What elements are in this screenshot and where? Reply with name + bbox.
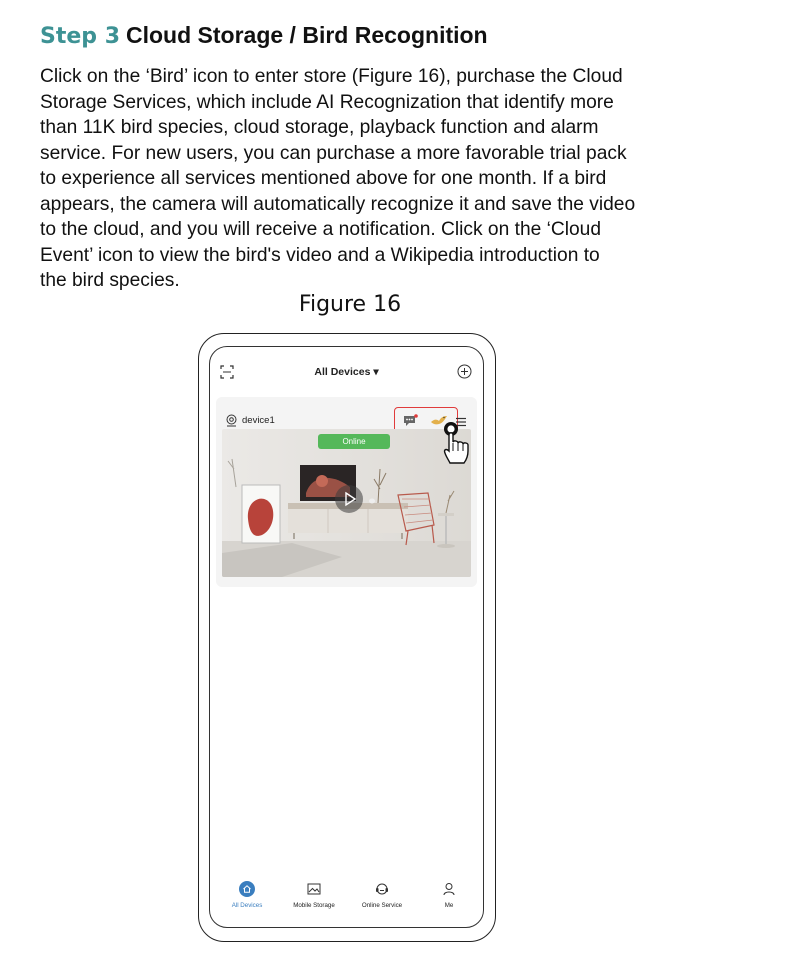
nav-online-service[interactable] [347, 869, 417, 909]
nav-label: All Devices [231, 902, 263, 909]
home-icon [239, 881, 255, 897]
camera-preview[interactable] [222, 429, 471, 577]
app-header [210, 347, 483, 395]
paragraph-line: Event’ icon to view the bird's video and a Wikipedia introduction to [40, 244, 600, 266]
paragraph-line: appears, the camera will automatically recognize it and save the video [40, 193, 636, 215]
nav-me[interactable] [414, 869, 484, 909]
online-status-badge: Online [318, 434, 390, 449]
nav-label: Online Service [361, 902, 403, 909]
dropdown-label: All Devices [314, 366, 371, 378]
paragraph-line: Storage Services, which include AI Recognization that identify more [40, 91, 614, 113]
image-icon [306, 881, 322, 897]
headset-icon [374, 881, 390, 897]
nav-label: Me [444, 902, 454, 909]
paragraph-line: to the cloud, and you will receive a notification. Click on the ‘Cloud [40, 219, 602, 240]
figure-caption: Figure 16 [298, 292, 402, 317]
step-title: Cloud Storage / Bird Recognition [126, 22, 488, 48]
person-icon [441, 881, 457, 897]
device-name: device1 [242, 415, 275, 426]
instructions-paragraph [40, 64, 680, 294]
cloud-event-icon[interactable] [402, 414, 418, 428]
paragraph-line: service. For new users, you can purchase a more favorable trial pack [40, 142, 627, 164]
camera-device-icon [225, 414, 238, 427]
phone-illustration [198, 333, 496, 942]
bottom-navigation [210, 869, 483, 927]
step-heading [40, 22, 488, 49]
paragraph-line: to experience all services mentioned above for one month. If a bird [40, 168, 607, 189]
pointing-hand-icon [442, 421, 472, 467]
play-icon[interactable] [334, 484, 364, 514]
app-screen [209, 346, 484, 928]
nav-mobile-storage[interactable] [279, 869, 349, 909]
caret-down-icon: ▾ [370, 366, 379, 378]
paragraph-line: the bird species. [40, 270, 180, 291]
paragraph-line: Click on the ‘Bird’ icon to enter store (Figure 16), purchase the Cloud [40, 66, 623, 87]
step-label: Step 3 [40, 24, 120, 49]
nav-label: Mobile Storage [293, 902, 335, 909]
device-card[interactable] [216, 397, 477, 587]
paragraph-line: than 11K bird species, cloud storage, playback function and alarm [40, 117, 599, 138]
all-devices-dropdown[interactable] [210, 366, 483, 378]
device-header [216, 397, 477, 429]
add-circle-icon[interactable] [457, 364, 472, 379]
nav-all-devices[interactable] [212, 869, 282, 909]
